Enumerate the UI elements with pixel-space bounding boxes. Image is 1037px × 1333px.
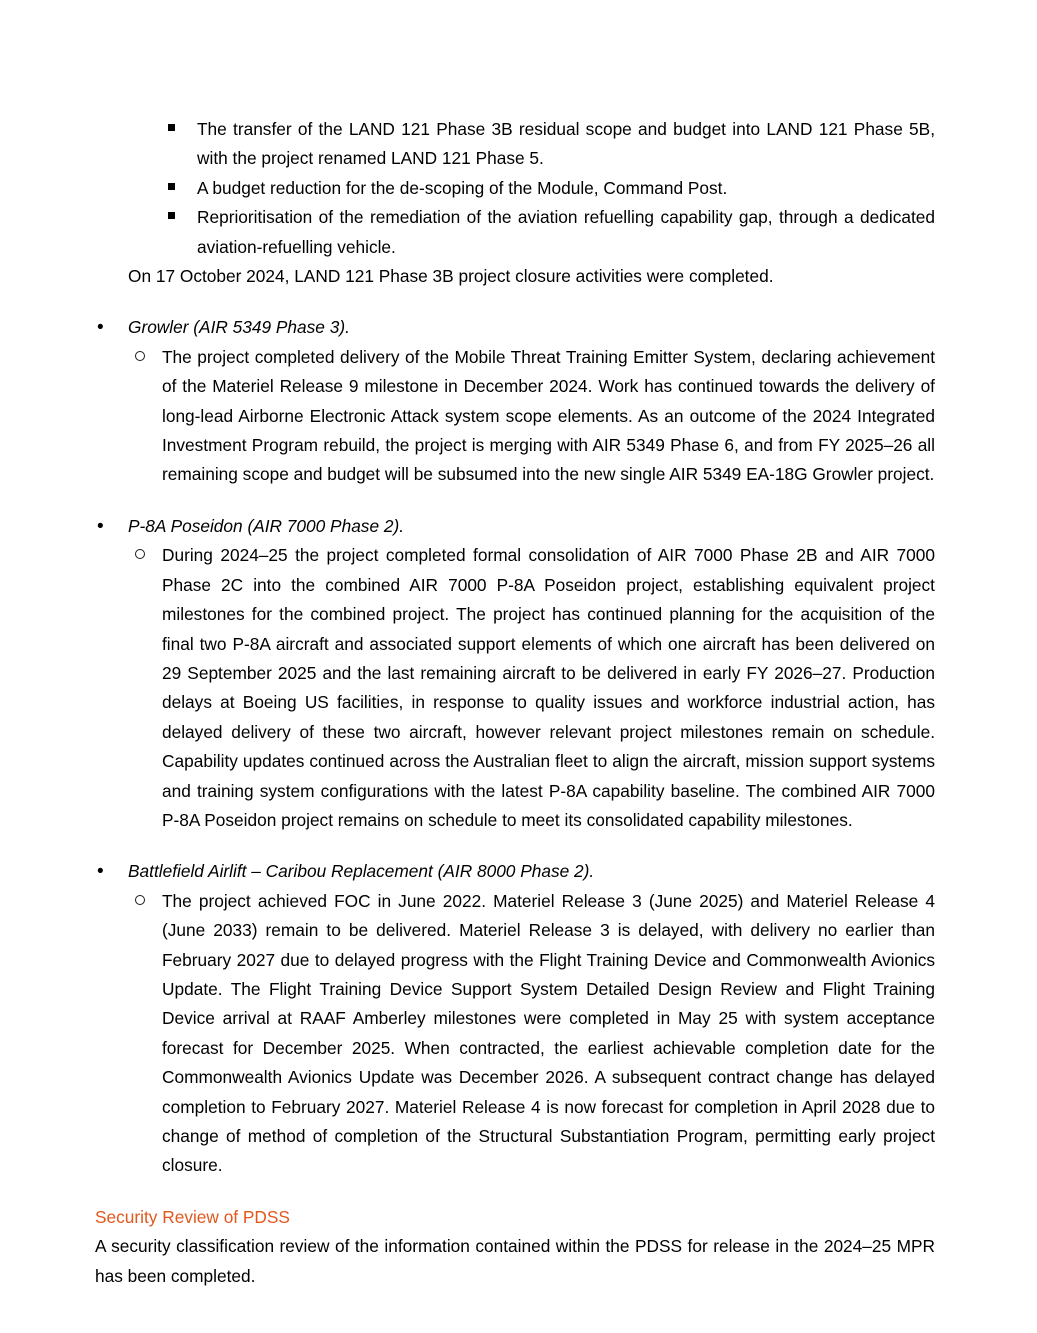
block-spacer [95,291,935,313]
growler-section [95,313,935,489]
document-body [95,115,935,1291]
security-review-heading: Security Review of PDSS [95,1206,290,1227]
caribou-detail-item [95,887,935,1181]
land121-closing-paragraph: On 17 October 2024, LAND 121 Phase 3B project closure activities were completed. [128,266,774,287]
growler-detail-item [95,343,935,490]
security-review-section [95,1203,935,1291]
list-item-text: A budget reduction for the de-scoping of the Module, Command Post. [197,177,728,198]
poseidon-detail-text: During 2024–25 the project completed formal consolidation of AIR 7000 Phase 2B and AIR 7000 Phase 2C into the combined AIR 7000 P-8A Poseidon project, establishing equivalent project milestones for the combined project. The project has continued planning for the acquisition of the final two P-8A aircraft and associated support elements of which one aircraft has been delivered on 29 September 2025 and the last remaining aircraft to be delivered in early FY 2026–27. Production delays at Boeing US facilities, in response to quality issues and workforce industrial action, has delayed delivery of these two aircraft, however relevant project milestones remain on schedule. Capability updates continued across the Australian fleet to align the aircraft, mission support systems and training system configurations with the latest P-8A capability baseline. The combined AIR 7000 P-8A Poseidon project remains on schedule to meet its consolidated capability milestones. [162,545,935,830]
caribou-detail-text: The project achieved FOC in June 2022. Materiel Release 3 (June 2025) and Materiel Release 4 (June 2033) remain to be delivered. Materiel Release 3 is delayed, with delivery no earlier than February 2027 due to delayed progress with the Flight Training Device and Commonwealth Avionics Update. The Flight Training Device Support System Detailed Design Review and Flight Training Device arrival at RAAF Amberley milestones were completed in May 25 with system acceptance forecast for December 2025. When contracted, the earliest achievable completion date for the Commonwealth Avionics Update was December 2026. A subsequent contract change has delayed completion to February 2027. Materiel Release 4 is now forecast for completion in April 2028 due to change of method of completion of the Structural Substantiation Program, permitting early project closure. [162,890,935,1176]
growler-title-item [95,313,935,342]
list-item [95,174,935,203]
hollow-circle-bullet-icon [135,343,145,372]
list-item [95,203,935,262]
block-spacer [95,1181,935,1203]
square-bullet-icon [168,203,175,232]
hollow-circle-bullet-icon [135,541,145,570]
list-item [95,115,935,174]
block-spacer [95,490,935,512]
hollow-circle-bullet-icon [135,887,145,916]
security-review-paragraph: A security classification review of the information contained within the PDSS for release in the 2024–25 MPR has been completed. [95,1236,935,1286]
square-bullet-icon [168,174,175,203]
caribou-title: Battlefield Airlift – Caribou Replacement (AIR 8000 Phase 2). [128,861,595,882]
round-bullet-icon: • [97,515,104,537]
round-bullet-icon: • [97,317,104,339]
poseidon-section [95,512,935,835]
poseidon-title: P-8A Poseidon (AIR 7000 Phase 2). [128,515,405,536]
square-bullet-icon [168,115,175,144]
list-item-text: Reprioritisation of the remediation of the aviation refuelling capability gap, through a dedicated aviation-refuelling vehicle. [197,207,935,257]
block-spacer [95,835,935,857]
growler-title: Growler (AIR 5349 Phase 3). [128,317,350,338]
land121-sub-bullet-list [95,115,935,262]
round-bullet-icon: • [97,861,104,883]
poseidon-title-item [95,512,935,541]
caribou-section [95,857,935,1180]
caribou-title-item [95,857,935,886]
growler-detail-text: The project completed delivery of the Mobile Threat Training Emitter System, declaring achievement of the Materiel Release 9 milestone in December 2024. Work has continued towards the delivery of long-lead Airborne Electronic Attack system scope elements. As an outcome of the 2024 Integrated Investment Program rebuild, the project is merging with AIR 5349 Phase 6, and from FY 2025–26 all remaining scope and budget will be subsumed into the new single AIR 5349 EA-18G Growler project. [162,346,935,485]
list-item-text: The transfer of the LAND 121 Phase 3B residual scope and budget into LAND 121 Phase 5B, with the project renamed LAND 121 Phase 5. [197,119,935,169]
poseidon-detail-item [95,541,935,835]
